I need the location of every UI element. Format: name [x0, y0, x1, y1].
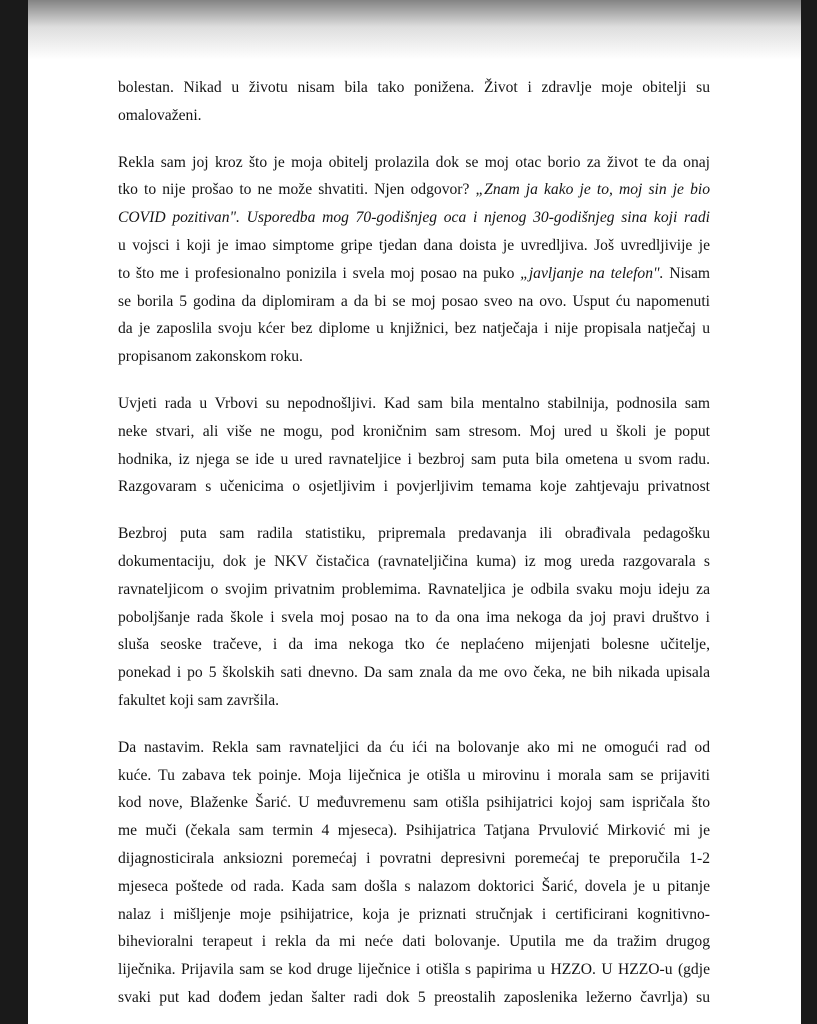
text-line: omalovaženi. [118, 106, 202, 124]
text-line: liječnika. Prijavila sam se kod druge liječnice i otišla s papirima u HZZO. U HZZO-u (gdje [118, 961, 710, 979]
text-line: mjeseca poštede od rada. Kada sam došla s nalazom doktorici Šarić, dovela je u pitanje [118, 877, 710, 895]
text-line-italic: COVID pozitivan". Usporedba mog 70-godišnjeg oca i njenog 30-godišnjeg sina koji radi [118, 209, 710, 227]
text-line [118, 260, 710, 288]
text-line [118, 176, 710, 204]
text-line: Rekla sam joj kroz što je moja obitelj prolazila dok se moj otac borio za život te da onaj [118, 153, 710, 171]
document-page [28, 0, 801, 1024]
text-line: Da nastavim. Rekla sam ravnateljici da ću ići na bolovanje ako mi ne omogući rad od [118, 738, 710, 756]
text-line: ponekad i po 5 školskih sati dnevno. Da sam znala da me ovo čeka, ne bih nikada upisala [118, 664, 710, 682]
paragraph-5 [118, 734, 710, 1012]
paragraph-4 [118, 520, 710, 715]
paragraph-2 [118, 149, 710, 371]
text-line: sluša seoske tračeve, i da ima nekoga tko će neplaćeno mijenjati bolesne učitelje, [118, 636, 710, 654]
text-line: propisanom zakonskom roku. [118, 348, 303, 366]
text-line: kod nove, Blaženke Šarić. U međuvremenu sam otišla psihijatrici kojoj sam ispričala što [118, 794, 710, 812]
text-line: Uvjeti rada u Vrbovi su nepodnošljivi. Kad sam bila mentalno stabilnija, podnosila sam [118, 394, 710, 412]
quote-italic: „javljanje na telefon". [520, 264, 664, 282]
text-line: neke stvari, ali više ne mogu, pod kroničnim sam stresom. Moj ured u školi je poput [118, 422, 710, 440]
text-line: fakultet koji sam završila. [118, 691, 280, 709]
text-line: Bezbroj puta sam radila statistiku, pripremala predavanja ili obrađivala pedagošku [118, 525, 710, 543]
document-body [118, 74, 710, 1024]
text-line: svaki put kad dođem jedan šalter radi dok 5 preostalih zaposlenika ležerno čavrlja) su [118, 988, 710, 1006]
paragraph-3 [118, 390, 710, 501]
text-line: da je zaposlila svoju kćer bez diplome u knjižnici, bez natječaja i nije propisala natječaj u [118, 320, 710, 338]
text-line: dijagnosticirala anksiozni poremećaj i povratni depresivni poremećaj te preporučila 1-2 [118, 849, 710, 867]
text-line: kuće. Tu zabava tek poinje. Moja liječnica je otišla u mirovinu i morala sam se prijaviti [118, 766, 710, 784]
top-shadow [28, 0, 801, 60]
paragraph-1 [118, 74, 710, 130]
text-line: bihevioralni terapeut i rekla da mi neće dati bolovanje. Uputila me da tražim drugog [118, 933, 710, 951]
text-line: bolestan. Nikad u životu nisam bila tako ponižena. Život i zdravlje moje obitelji su [118, 79, 710, 96]
text-line: Razgovaram s učenicima o osjetljivim i povjerljivim temama koje zahtjevaju privatnost [118, 478, 710, 496]
text-line: ravnateljicom o svojim privatnim problemima. Ravnateljica je odbila svaku moju ideju za [118, 580, 710, 598]
text-line: me muči (čekala sam termin 4 mjeseca). Psihijatrica Tatjana Prvulović Mirković mi je [118, 822, 710, 840]
text-line: dokumentaciju, dok je NKV čistačica (ravnateljičina kuma) iz mog ureda razgovarala s [118, 552, 710, 570]
quote-italic: „Znam ja kako je to, moj sin je bio [475, 181, 710, 199]
text-line: poboljšanje rada škole i svela moj posao na to da ona ima nekoga da joj pravi društvo i [118, 608, 710, 626]
text-fragment: Nisam [669, 264, 710, 282]
text-line: nalaz i mišljenje moje psihijatrice, koja je priznati stručnjak i certificirani kognitivno- [118, 905, 710, 923]
text-line: hodnika, iz njega se ide u ured ravnateljice i bezbroj sam puta bila ometena u svom radu. [118, 450, 710, 468]
text-fragment: to što me i profesionalno ponizila i svela moj posao na puko [118, 264, 515, 282]
text-fragment: tko to nije prošao to ne može shvatiti. Njen odgovor? [118, 181, 470, 199]
text-line: se borila 5 godina da diplomiram a da bi se moj posao sveo na ovo. Usput ću napomenuti [118, 292, 710, 310]
text-line: u vojsci i koji je imao simptome gripe tjedan dana doista je uvredljiva. Još uvredljivije je [118, 236, 710, 254]
